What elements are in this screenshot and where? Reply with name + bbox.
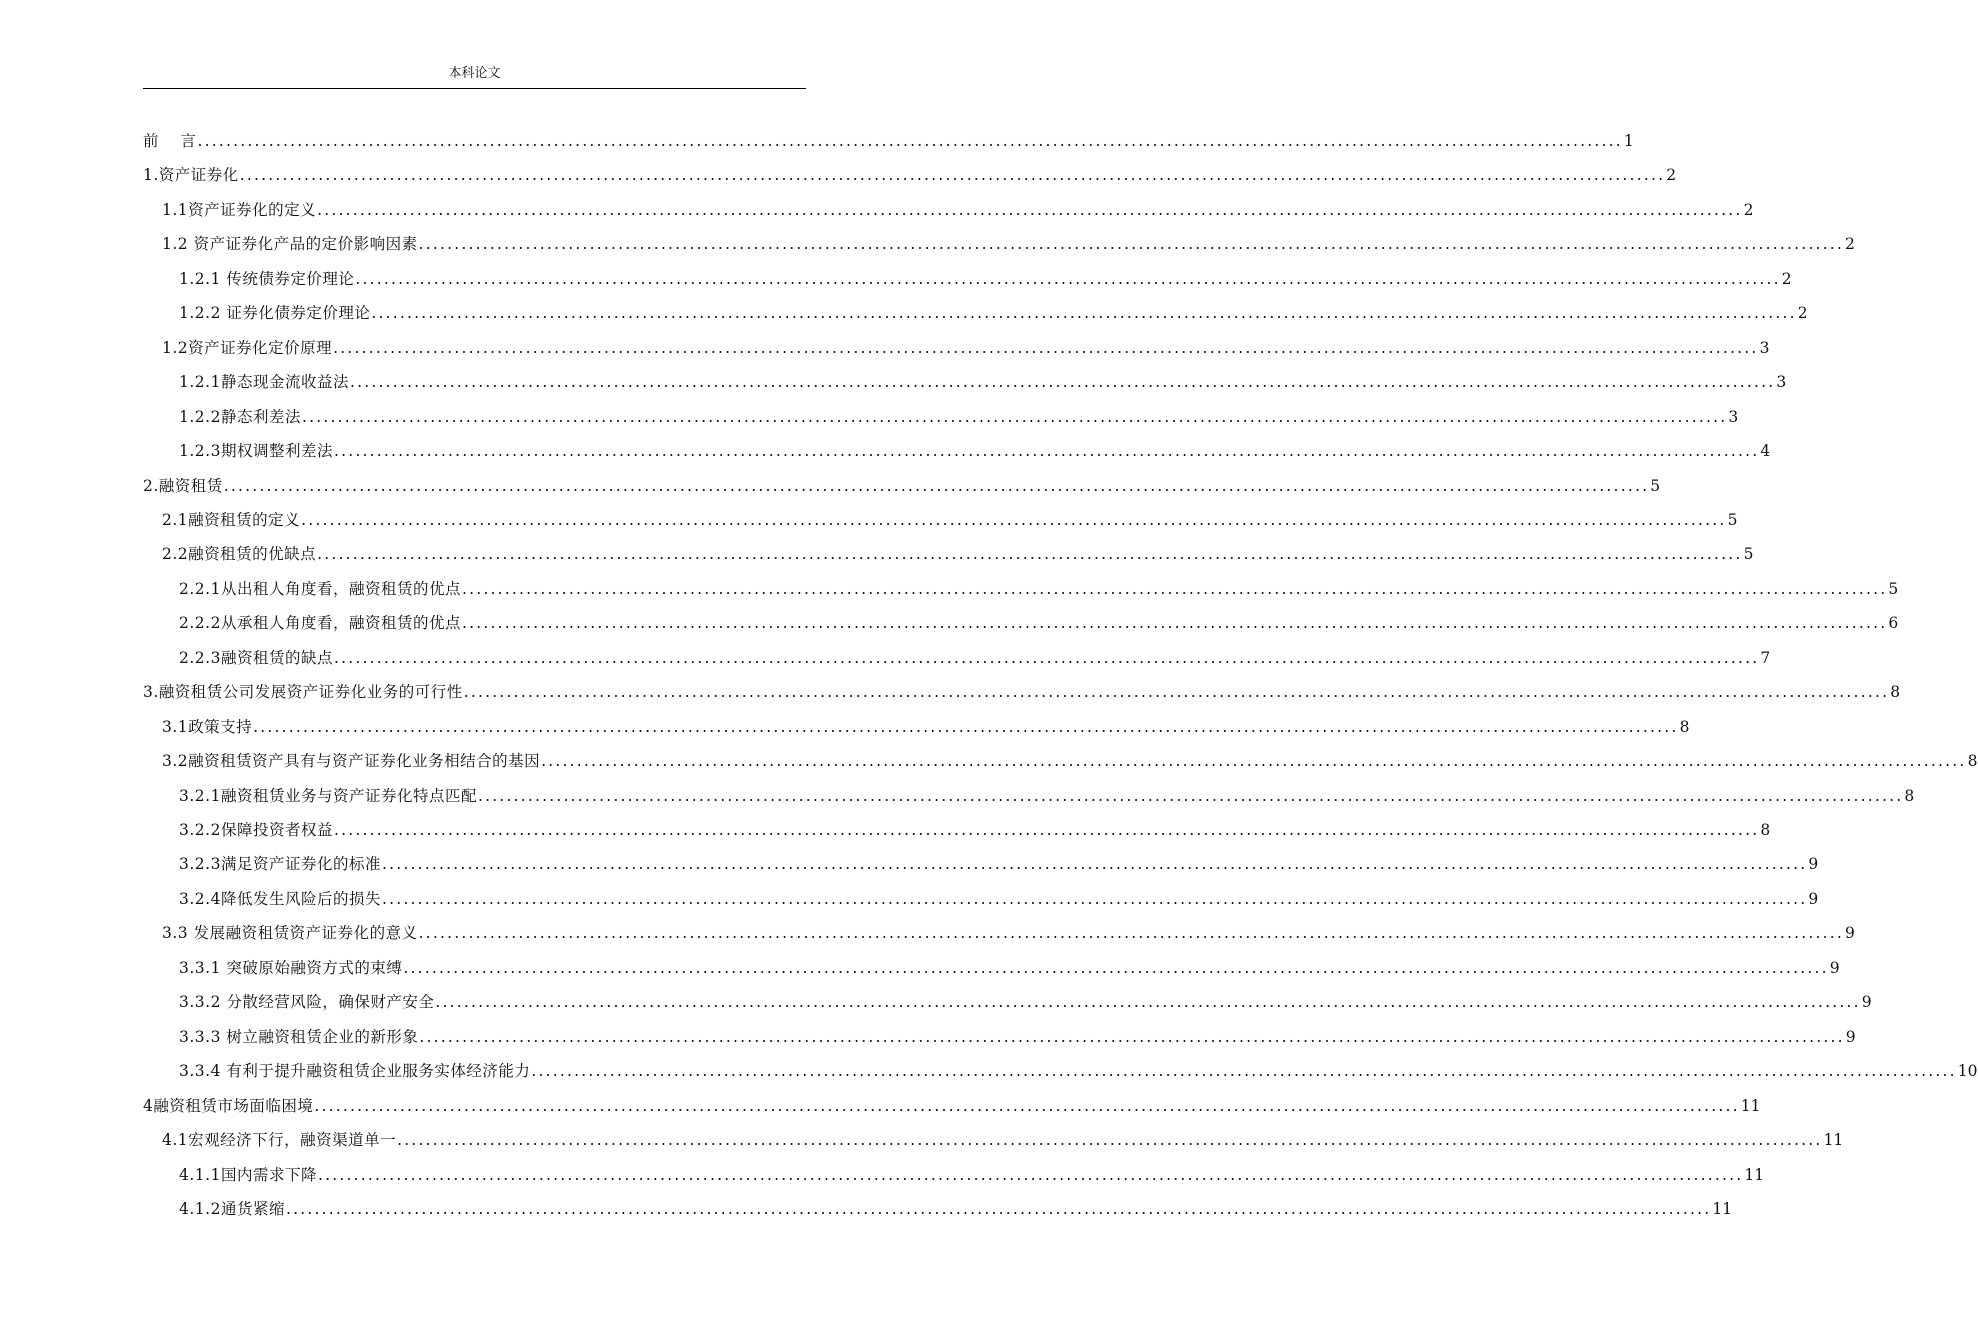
toc-entry[interactable] bbox=[143, 469, 1661, 503]
toc-entry-page-number: 3 bbox=[1776, 373, 1787, 392]
toc-dot-leader: ........................................................................................................................................................................................................ bbox=[314, 1096, 1740, 1115]
toc-entry-title: 4融资租赁市场面临困境 bbox=[143, 1096, 314, 1115]
toc-entry-title: 3.3.2 分散经营风险，确保财产安全 bbox=[179, 993, 435, 1012]
toc-entry-page-number: 2 bbox=[1781, 269, 1792, 288]
toc-dot-leader: ........................................................................................................................................................................................................ bbox=[301, 407, 1728, 426]
toc-dot-leader: ........................................................................................................................................................................................................ bbox=[371, 304, 1797, 323]
toc-entry-title: 前 言 bbox=[143, 132, 197, 150]
toc-entry-title: 4.1宏观经济下行，融资渠道单一 bbox=[162, 1131, 397, 1150]
toc-entry-title: 1.2.1静态现金流收益法 bbox=[179, 373, 349, 392]
toc-entry-title: 1.2.1 传统债券定价理论 bbox=[179, 269, 355, 288]
toc-entry-page-number: 8 bbox=[1904, 786, 1915, 805]
toc-entry-page-number: 9 bbox=[1829, 958, 1840, 977]
toc-dot-leader: ........................................................................................................................................................................................................ bbox=[541, 752, 1967, 771]
toc-entry-title: 3.2.4降低发生风险后的损失 bbox=[179, 889, 381, 908]
toc-entry-title: 1.2.2 证券化债券定价理论 bbox=[179, 304, 371, 323]
toc-dot-leader: ........................................................................................................................................................................................................ bbox=[317, 200, 1743, 219]
toc-entry-page-number: 5 bbox=[1727, 510, 1738, 529]
toc-dot-leader: ........................................................................................................................................................................................................ bbox=[419, 1027, 1845, 1046]
toc-entry-page-number: 8 bbox=[1679, 717, 1690, 736]
toc-entry-page-number: 9 bbox=[1808, 889, 1819, 908]
toc-entry-title: 2.2融资租赁的优缺点 bbox=[162, 545, 317, 564]
toc-entry-title: 3.1政策支持 bbox=[162, 717, 253, 736]
toc-entry[interactable] bbox=[143, 882, 1819, 916]
toc-entry-title: 2.融资租赁 bbox=[143, 476, 223, 495]
page-header-title: 本科论文 bbox=[448, 66, 501, 81]
toc-entry-title: 2.1融资租赁的定义 bbox=[162, 510, 301, 529]
toc-entry-title: 2.2.1从出租人角度看，融资租赁的优点 bbox=[179, 579, 461, 598]
toc-entry[interactable] bbox=[143, 1020, 1856, 1054]
toc-entry[interactable] bbox=[143, 365, 1787, 399]
toc-entry-title: 3.2.1融资租赁业务与资产证券化特点匹配 bbox=[179, 786, 477, 805]
toc-dot-leader: ........................................................................................................................................................................................................ bbox=[333, 442, 1760, 461]
toc-entry-page-number: 8 bbox=[1967, 752, 1978, 771]
toc-entry-page-number: 5 bbox=[1888, 579, 1899, 598]
toc-entry-title: 3.3.4 有利于提升融资租赁企业服务实体经济能力 bbox=[179, 1062, 531, 1081]
toc-entry[interactable] bbox=[143, 537, 1754, 571]
toc-entry-title: 3.融资租赁公司发展资产证券化业务的可行性 bbox=[143, 683, 463, 702]
toc-entry[interactable] bbox=[143, 158, 1677, 192]
toc-entry[interactable] bbox=[143, 744, 1978, 778]
toc-dot-leader: ........................................................................................................................................................................................................ bbox=[333, 648, 1760, 667]
toc-dot-leader: ........................................................................................................................................................................................................ bbox=[435, 993, 1861, 1012]
toc-dot-leader: ........................................................................................................................................................................................................ bbox=[239, 166, 1666, 185]
toc-entry-title: 4.1.1国内需求下降 bbox=[179, 1165, 317, 1184]
toc-entry[interactable] bbox=[143, 985, 1872, 1019]
toc-entry-page-number: 9 bbox=[1861, 993, 1872, 1012]
toc-entry[interactable] bbox=[143, 124, 1634, 158]
toc-entry[interactable] bbox=[143, 779, 1915, 813]
toc-entry-page-number: 9 bbox=[1845, 1027, 1856, 1046]
toc-dot-leader: ........................................................................................................................................................................................................ bbox=[463, 683, 1890, 702]
toc-dot-leader: ........................................................................................................................................................................................................ bbox=[418, 924, 1844, 943]
toc-entry[interactable] bbox=[143, 675, 1901, 709]
toc-entry[interactable] bbox=[143, 296, 1808, 330]
toc-entry-title: 3.3.3 树立融资租赁企业的新形象 bbox=[179, 1027, 419, 1046]
toc-entry[interactable] bbox=[143, 503, 1738, 537]
toc-dot-leader: ........................................................................................................................................................................................................ bbox=[461, 579, 1888, 598]
toc-entry-title: 1.2资产证券化定价原理 bbox=[162, 338, 333, 357]
toc-entry-page-number: 8 bbox=[1890, 683, 1901, 702]
toc-dot-leader: ........................................................................................................................................................................................................ bbox=[418, 235, 1844, 254]
toc-dot-leader: ........................................................................................................................................................................................................ bbox=[197, 132, 1623, 150]
toc-dot-leader: ........................................................................................................................................................................................................ bbox=[333, 338, 1759, 357]
toc-dot-leader: ........................................................................................................................................................................................................ bbox=[355, 269, 1781, 288]
toc-dot-leader: ........................................................................................................................................................................................................ bbox=[301, 510, 1727, 529]
toc-dot-leader: ........................................................................................................................................................................................................ bbox=[531, 1062, 1957, 1081]
toc-entry[interactable] bbox=[143, 813, 1771, 847]
toc-entry[interactable] bbox=[143, 710, 1690, 744]
toc-dot-leader: ........................................................................................................................................................................................................ bbox=[381, 889, 1808, 908]
toc-entry[interactable] bbox=[143, 641, 1771, 675]
toc-entry[interactable] bbox=[143, 193, 1754, 227]
toc-entry-title: 1.2.3期权调整利差法 bbox=[179, 442, 333, 461]
toc-entry[interactable] bbox=[143, 331, 1770, 365]
toc-entry[interactable] bbox=[143, 400, 1739, 434]
toc-entry-title: 4.1.2通货紧缩 bbox=[179, 1199, 285, 1218]
toc-entry-page-number: 2 bbox=[1666, 166, 1677, 185]
toc-entry-page-number: 3 bbox=[1759, 338, 1770, 357]
toc-entry[interactable] bbox=[143, 916, 1855, 950]
toc-entry[interactable] bbox=[143, 847, 1819, 881]
toc-entry-page-number: 10 bbox=[1957, 1062, 1978, 1081]
toc-entry-page-number: 5 bbox=[1743, 545, 1754, 564]
toc-dot-leader: ........................................................................................................................................................................................................ bbox=[285, 1199, 1712, 1218]
toc-dot-leader: ........................................................................................................................................................................................................ bbox=[397, 1131, 1823, 1150]
toc-entry[interactable] bbox=[143, 434, 1771, 468]
toc-entry-page-number: 9 bbox=[1845, 924, 1855, 943]
toc-entry-page-number: 8 bbox=[1760, 821, 1771, 839]
toc-entry-page-number: 7 bbox=[1760, 648, 1771, 667]
toc-entry-title: 3.2融资租赁资产具有与资产证券化业务相结合的基因 bbox=[162, 752, 541, 771]
toc-entry-page-number: 2 bbox=[1797, 304, 1808, 323]
toc-entry-title: 1.2.2静态利差法 bbox=[179, 407, 301, 426]
toc-entry-page-number: 1 bbox=[1623, 132, 1634, 150]
toc-entry[interactable] bbox=[143, 1158, 1765, 1192]
toc-entry[interactable] bbox=[143, 1089, 1761, 1123]
toc-entry-title: 1.2 资产证券化产品的定价影响因素 bbox=[162, 235, 418, 254]
header-divider bbox=[143, 88, 806, 89]
toc-entry-page-number: 11 bbox=[1740, 1096, 1761, 1115]
toc-entry-page-number: 6 bbox=[1888, 614, 1899, 633]
toc-dot-leader: ........................................................................................................................................................................................................ bbox=[253, 717, 1679, 736]
toc-entry[interactable] bbox=[143, 1054, 1978, 1088]
toc-entry-page-number: 11 bbox=[1823, 1131, 1844, 1150]
toc-entry-page-number: 11 bbox=[1744, 1165, 1765, 1184]
toc-dot-leader: ........................................................................................................................................................................................................ bbox=[333, 821, 1760, 839]
toc-dot-leader: ........................................................................................................................................................................................................ bbox=[477, 786, 1904, 805]
toc-entry-page-number: 2 bbox=[1845, 235, 1855, 254]
toc-entry[interactable] bbox=[143, 227, 1855, 261]
toc-entry-title: 1.资产证券化 bbox=[143, 166, 239, 185]
toc-dot-leader: ........................................................................................................................................................................................................ bbox=[317, 1165, 1744, 1184]
toc-entry-page-number: 5 bbox=[1650, 476, 1661, 495]
toc-dot-leader: ........................................................................................................................................................................................................ bbox=[403, 958, 1829, 977]
toc-entry-title: 3.3.1 突破原始融资方式的束缚 bbox=[179, 958, 403, 977]
toc-entry[interactable] bbox=[143, 1123, 1844, 1157]
toc-entry[interactable] bbox=[143, 606, 1899, 640]
toc-entry-page-number: 11 bbox=[1712, 1199, 1733, 1218]
toc-entry-title: 1.1资产证券化的定义 bbox=[162, 200, 317, 219]
toc-dot-leader: ........................................................................................................................................................................................................ bbox=[317, 545, 1743, 564]
toc-entry-title: 2.2.3融资租赁的缺点 bbox=[179, 648, 333, 667]
toc-entry-page-number: 3 bbox=[1728, 407, 1739, 426]
toc-entry-title: 3.3 发展融资租赁资产证券化的意义 bbox=[162, 924, 418, 943]
toc-entry-page-number: 9 bbox=[1808, 855, 1819, 874]
toc-entry[interactable] bbox=[143, 1192, 1733, 1226]
toc-entry-page-number: 4 bbox=[1760, 442, 1771, 461]
toc-entry-page-number: 2 bbox=[1743, 200, 1754, 219]
toc-entry-title: 3.2.2保障投资者权益 bbox=[179, 821, 333, 839]
toc-dot-leader: ........................................................................................................................................................................................................ bbox=[223, 476, 1650, 495]
toc-entry[interactable] bbox=[143, 262, 1792, 296]
toc-dot-leader: ........................................................................................................................................................................................................ bbox=[461, 614, 1888, 633]
toc-entry-title: 2.2.2从承租人角度看，融资租赁的优点 bbox=[179, 614, 461, 633]
toc-entry[interactable] bbox=[143, 951, 1840, 985]
toc-dot-leader: ........................................................................................................................................................................................................ bbox=[381, 855, 1808, 874]
toc-entry-title: 3.2.3满足资产证券化的标准 bbox=[179, 855, 381, 874]
toc-entry[interactable] bbox=[143, 572, 1899, 606]
toc-dot-leader: ........................................................................................................................................................................................................ bbox=[349, 373, 1776, 392]
